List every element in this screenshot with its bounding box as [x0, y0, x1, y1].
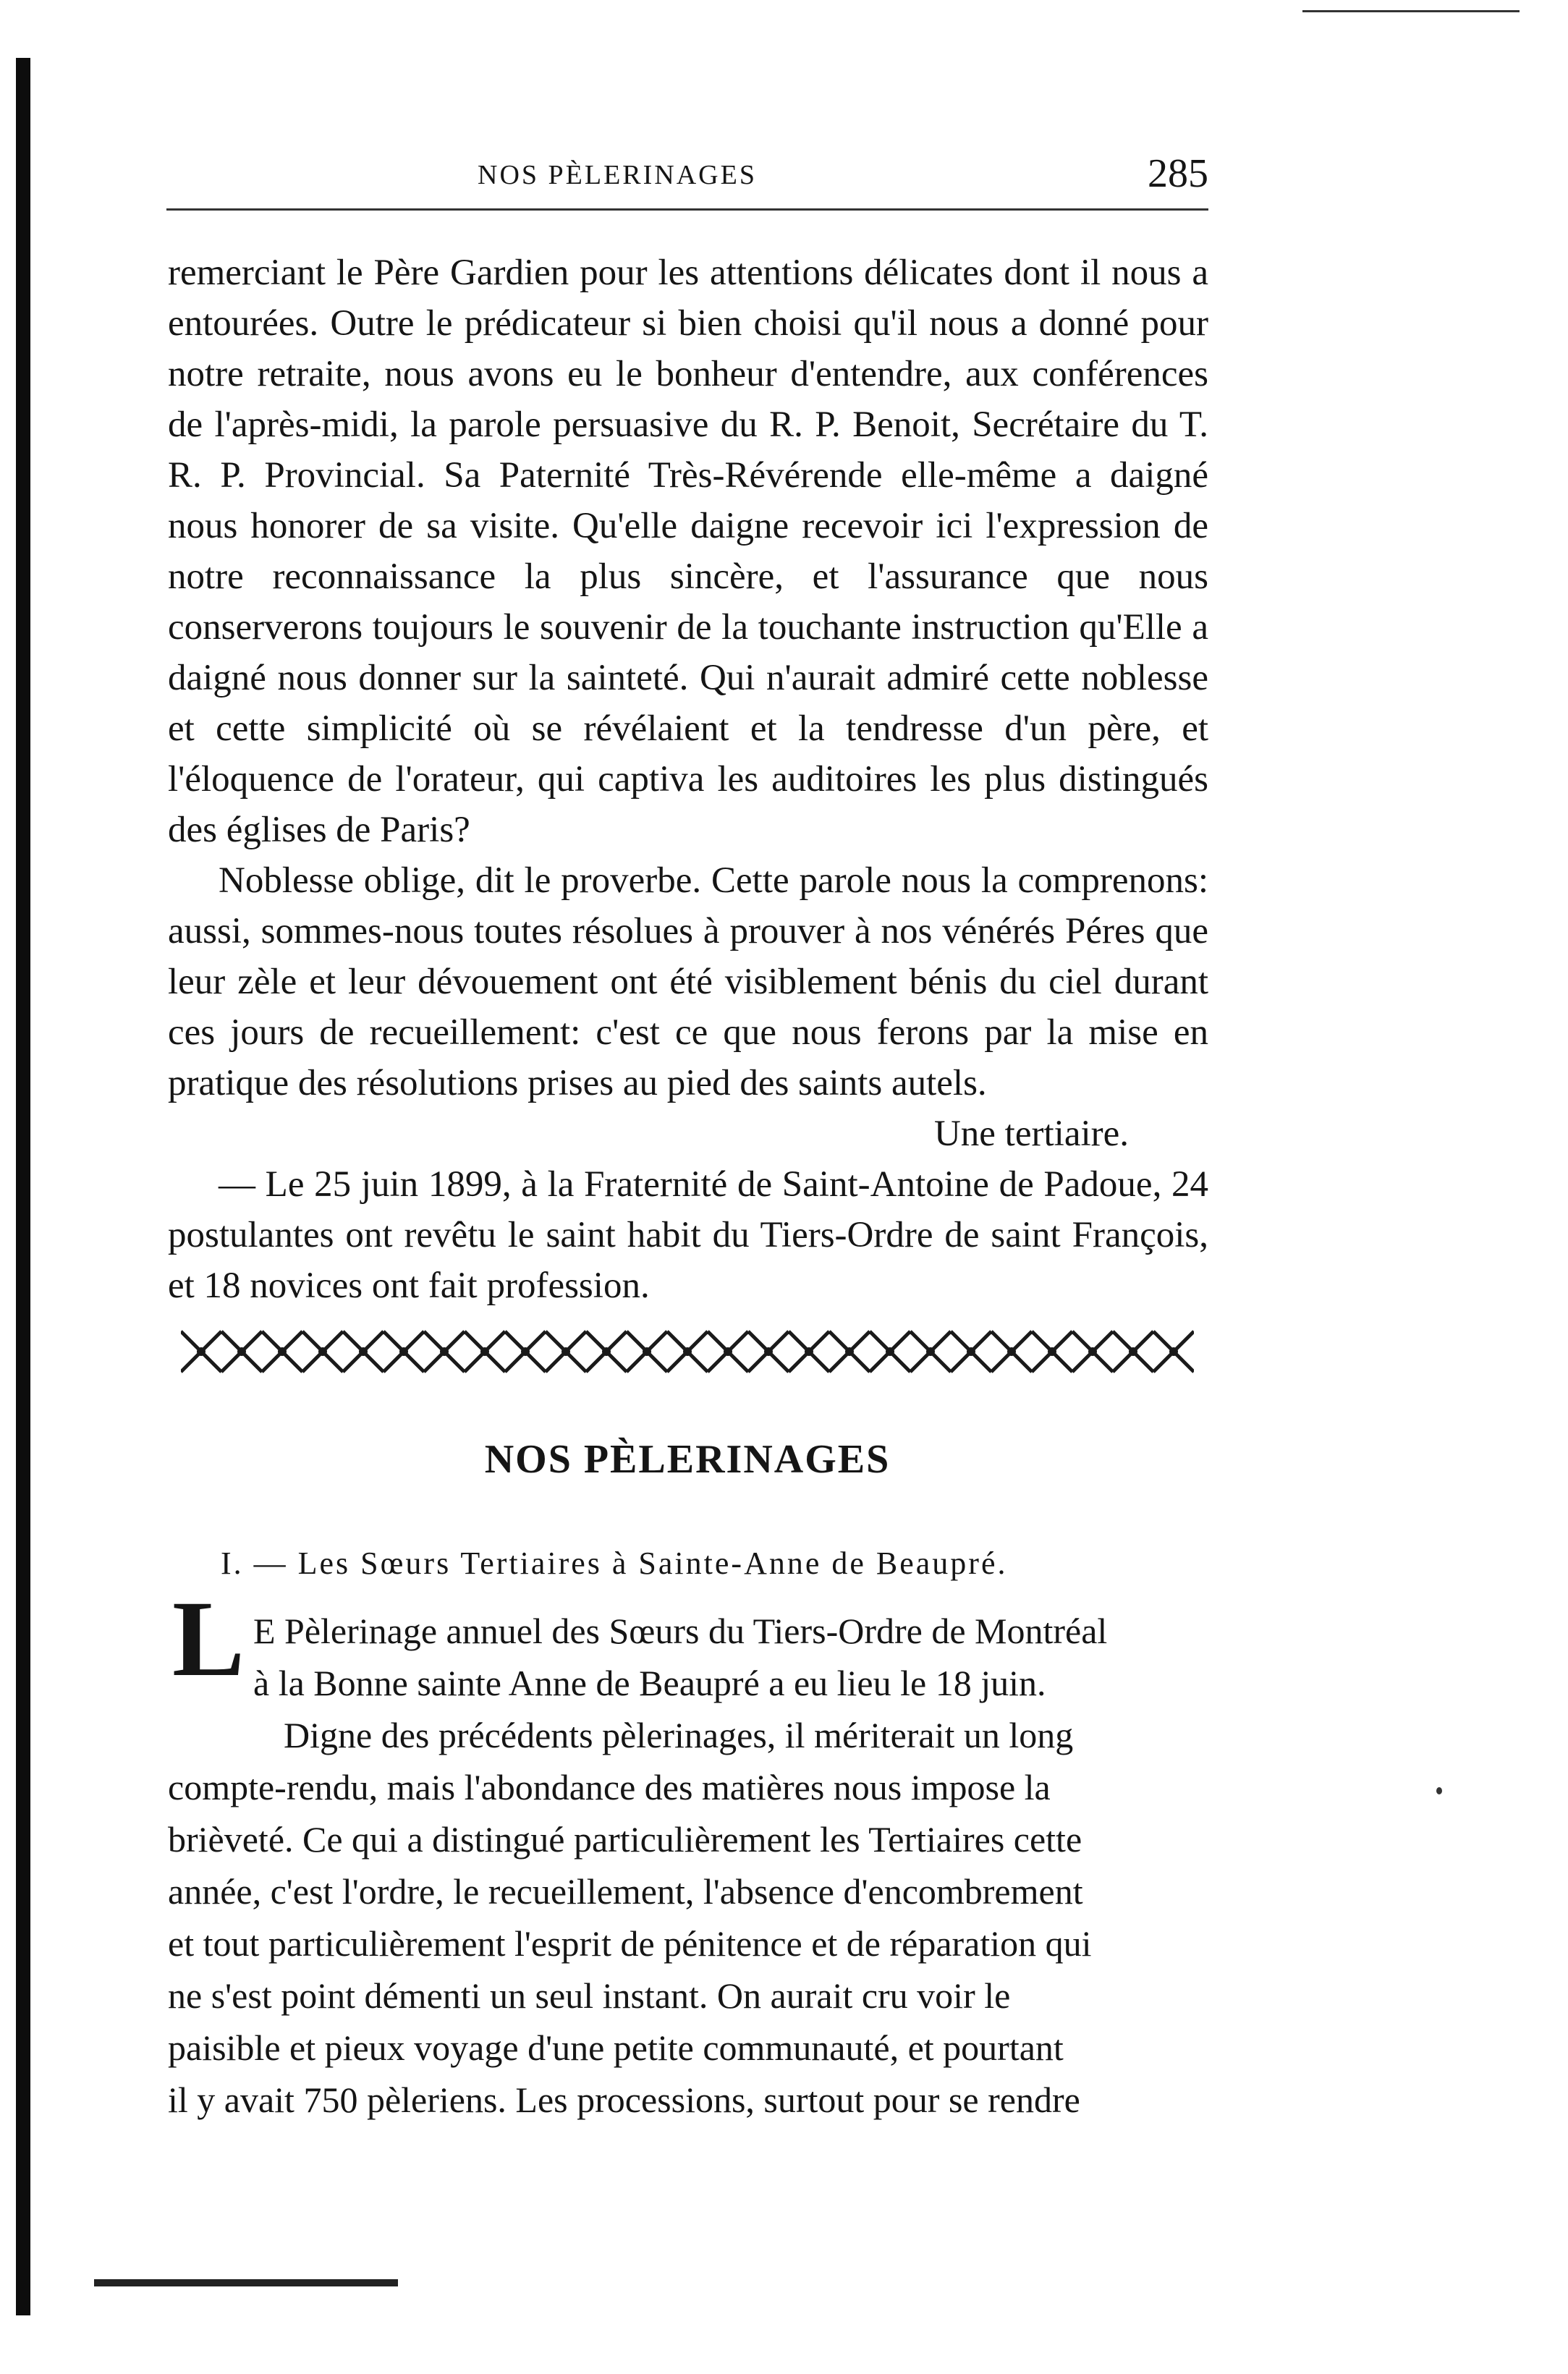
text-line: Digne des précédents pèlerinages, il mériterait un long	[284, 1715, 1074, 1755]
body-text	[168, 247, 1208, 1311]
paragraph-3: — Le 25 juin 1899, à la Fraternité de Saint-Antoine de Padoue, 24 postulantes ont revêtu le saint habit du Tiers-Ordre de saint François, et 18 novices ont fait profession.	[168, 1164, 1208, 1306]
top-edge-rule	[1302, 10, 1520, 12]
ornament-border	[181, 1326, 1194, 1378]
dropcap-letter: L	[172, 1579, 245, 1699]
paragraph-1: remerciant le Père Gardien pour les attentions délicates dont il nous a entourées. Outre le prédicateur si bien choisi qu'il nous a donné pour notre retraite, nous avons eu le bonheur d'entendre, aux conférences de l'après-midi, la parole persuasive du R. P. Benoit, Secrétaire du T. R. P. Provincial. Sa Paternité Très-Révérende elle-même a daigné nous honorer de sa visite. Qu'elle daigne recevoir ici l'expression de notre reconnaissance la plus sincère, et l'assurance que nous conserverons toujours le souvenir de la touchante instruction qu'Elle a daigné nous donner sur la sainteté. Qui n'aurait admiré cette noblesse et cette simplicité où se révélaient et la tendresse d'un père, et l'éloquence de l'orateur, qui captiva les auditoires les plus distingués des églises de Paris?	[168, 253, 1208, 850]
ink-speck	[1436, 1787, 1442, 1794]
page-number: 285	[1148, 151, 1208, 196]
text-line: il y avait 750 pèleriens. Les processions, surtout pour se rendre	[168, 2080, 1080, 2120]
text-line: année, c'est l'ordre, le recueillement, l'absence d'encombrement	[168, 1871, 1083, 1912]
text-line: ne s'est point démenti un seul instant. On aurait cru voir le	[168, 1975, 1011, 2016]
signature: Une tertiaire.	[933, 1114, 1129, 1154]
text-line: à la Bonne sainte Anne de Beaupré a eu lieu le 18 juin.	[253, 1663, 1046, 1703]
header-rule	[166, 208, 1208, 211]
text-line: E Pèlerinage annuel des Sœurs du Tiers-Ordre de Montréal	[253, 1611, 1108, 1651]
page-edge-shadow	[16, 58, 30, 2315]
signature-line	[168, 1108, 1208, 1159]
page-header	[166, 151, 1208, 194]
dropcap-box	[172, 1579, 245, 1699]
text-line: brièveté. Ce qui a distingué particulièrement les Tertiaires cette	[168, 1819, 1082, 1860]
text-line: et tout particulièrement l'esprit de pénitence et de réparation qui	[168, 1923, 1092, 1964]
text-line: paisible et pieux voyage d'une petite communauté, et pourtant	[168, 2027, 1064, 2068]
running-head: NOS PÈLERINAGES	[478, 160, 757, 190]
text-line: compte-rendu, mais l'abondance des matières nous impose la	[168, 1767, 1051, 1807]
bottom-edge-mark	[94, 2279, 398, 2286]
section-title: NOS PÈLERINAGES	[484, 1437, 891, 1482]
section-subtitle: I. — Les Sœurs Tertiaires à Sainte-Anne de Beaupré.	[221, 1546, 1008, 1581]
paragraph-2: Noblesse oblige, dit le proverbe. Cette parole nous la comprenons: aussi, sommes-nous toutes résolues à prouver à nos vénérés Péres que leur zèle et leur dévouement ont été visiblement bénis du ciel durant ces jours de recueillement: c'est ce que nous ferons par la mise en pratique des résolutions prises au pied des saints autels.	[168, 860, 1208, 1103]
